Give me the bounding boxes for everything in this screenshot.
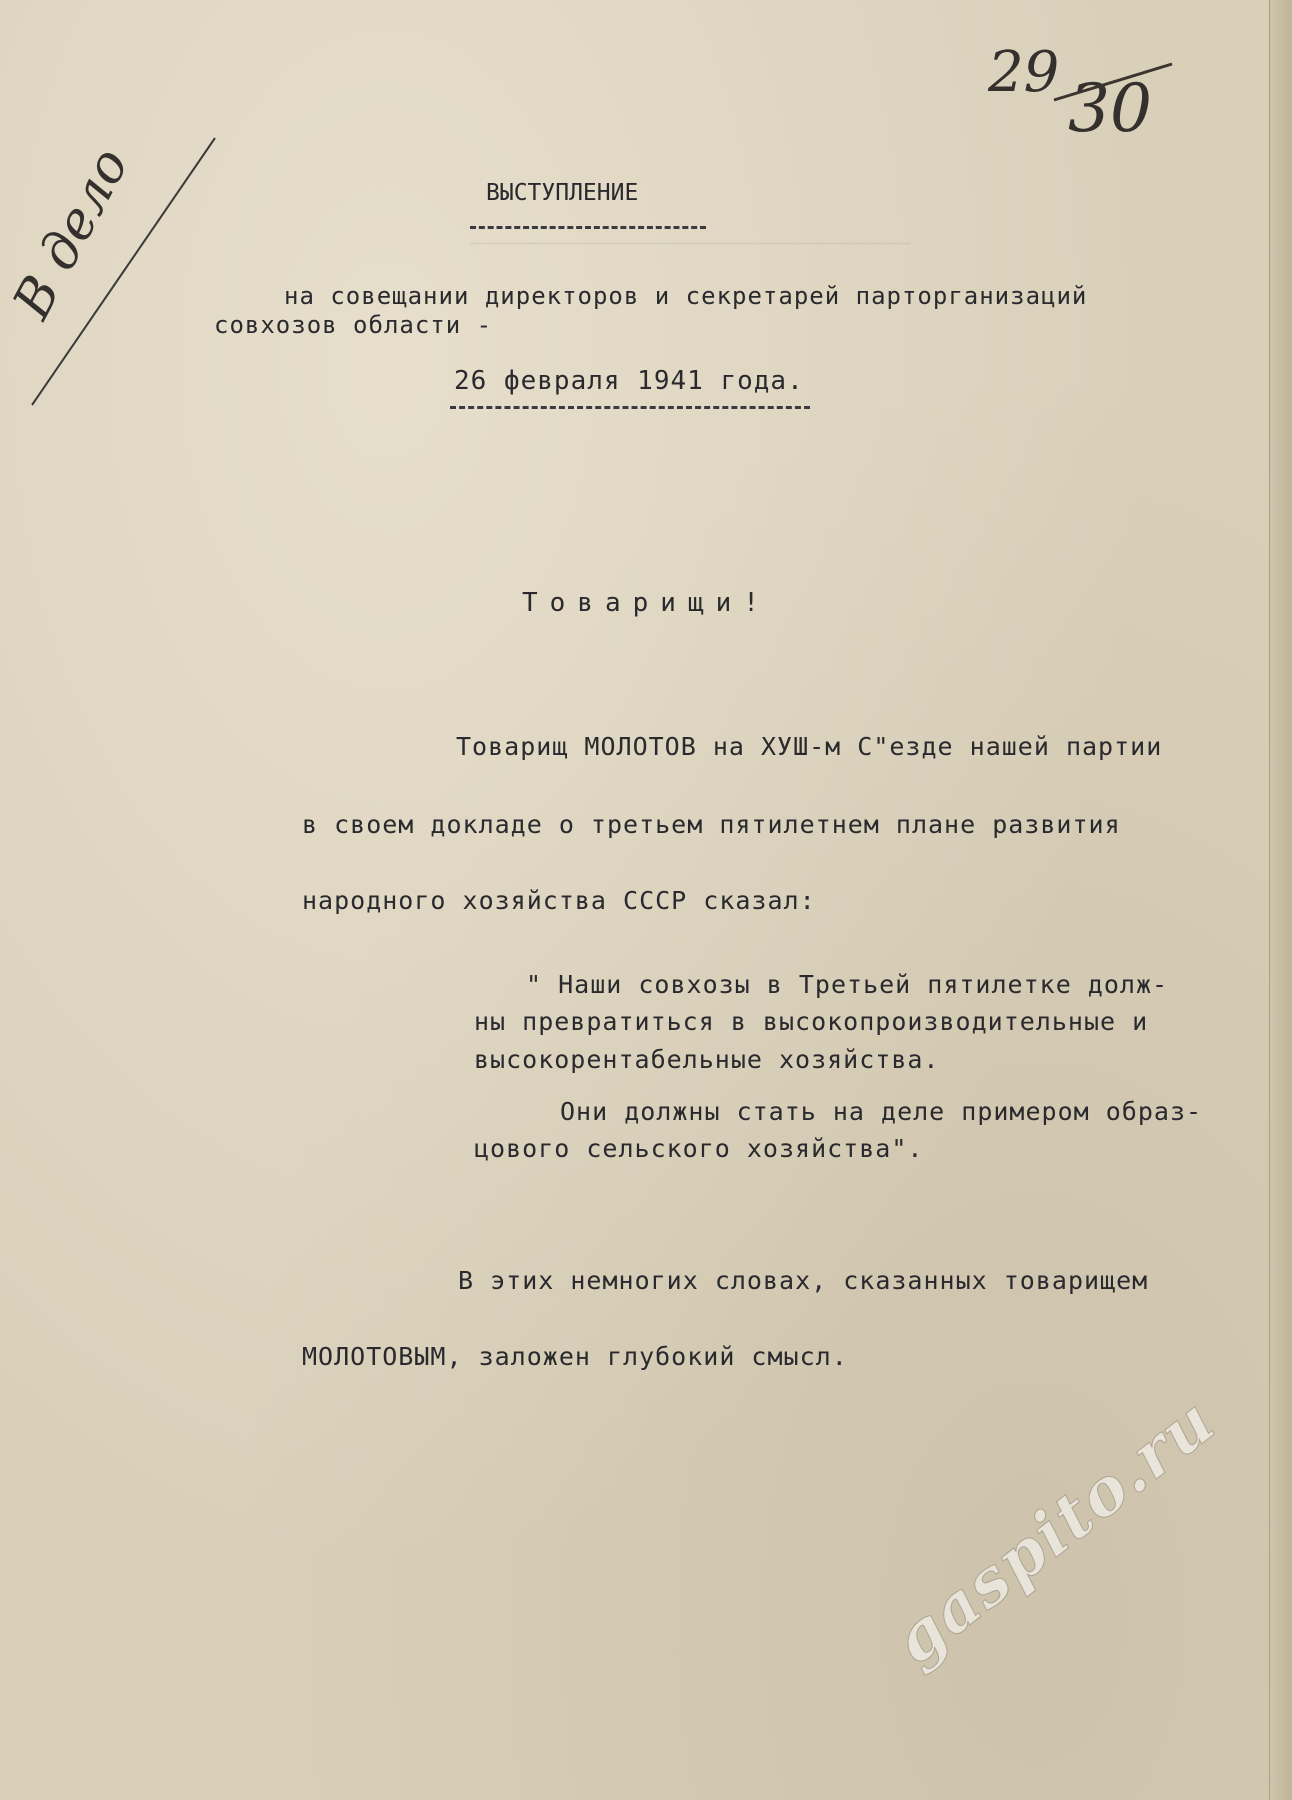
margin-note: В дело — [2, 138, 141, 329]
quote-line-4: Они должны стать на деле примером образ- — [560, 1097, 1203, 1126]
quote-line-3: высокорентабельные хозяйства. — [474, 1045, 940, 1074]
subtitle-line-2: совхозов области - — [214, 311, 493, 339]
subtitle-line-1: на совещании директоров и секретарей парторганизаций — [284, 282, 1088, 310]
quote-line-2: ны превратиться в высокопроизводительные и — [474, 1007, 1149, 1036]
page-number-old: 29 — [988, 40, 1060, 105]
date-underline — [450, 406, 810, 409]
paragraph-2-line-2: МОЛОТОВЫМ, заложен глубокий смысл. — [302, 1342, 848, 1371]
page-number-new: 30 — [1068, 70, 1152, 147]
document-date: 26 февраля 1941 года. — [454, 366, 804, 396]
paragraph-1-line-3: народного хозяйства СССР сказал: — [302, 886, 816, 915]
strike-icon — [1050, 58, 1180, 118]
greeting: Товарищи! — [522, 588, 771, 618]
bleed-through: ─────────────────────────────── — [470, 232, 912, 257]
paragraph-2-line-1: В этих немногих словах, сказанных товарищем — [458, 1266, 1149, 1295]
watermark: gaspito.ru — [880, 1382, 1230, 1680]
title-underline — [470, 226, 706, 229]
page-edge — [1269, 0, 1292, 1800]
paragraph-1-line-1: Товарищ МОЛОТОВ на ХУШ-м С"езде нашей партии — [456, 732, 1163, 761]
quote-line-1: " Наши совхозы в Третьей пятилетке долж- — [526, 970, 1169, 999]
document-title: ВЫСТУПЛЕНИЕ — [486, 180, 639, 206]
paragraph-1-line-2: в своем докладе о третьем пятилетнем плане развития — [302, 810, 1121, 839]
quote-line-5: цового сельского хозяйства". — [474, 1134, 924, 1163]
